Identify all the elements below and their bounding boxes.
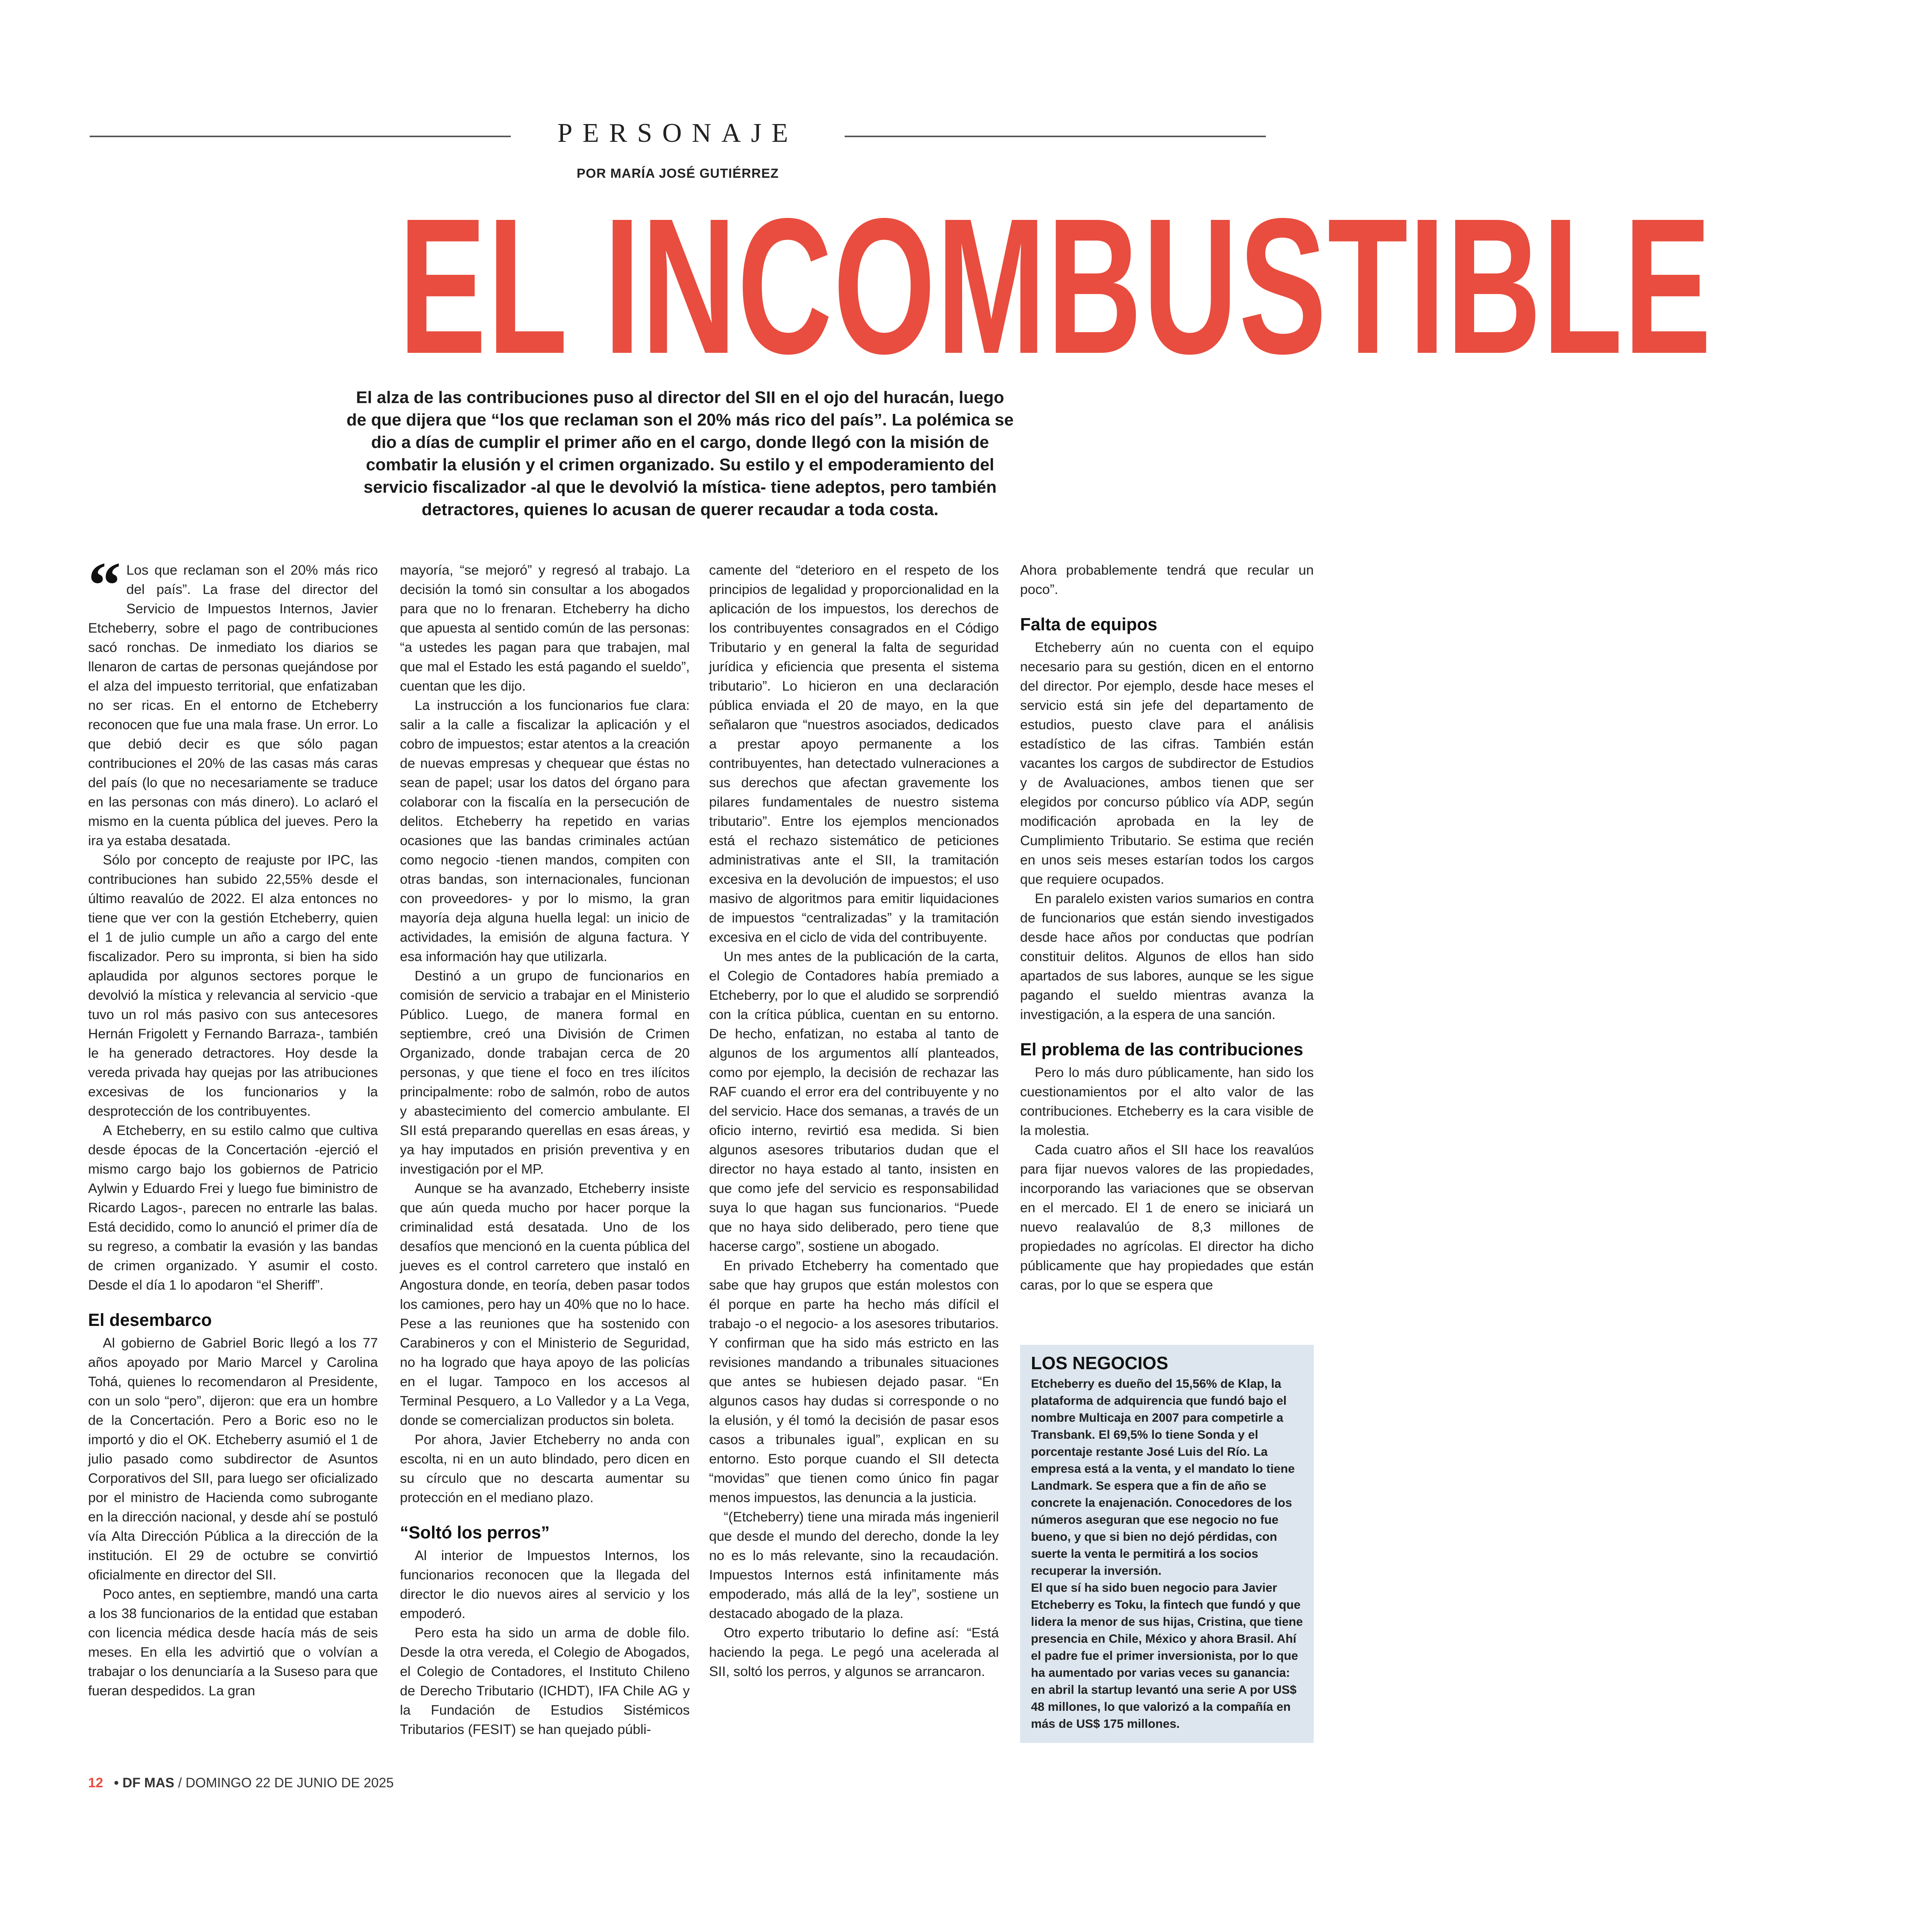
subheading: El problema de las contribuciones	[1020, 1040, 1303, 1059]
paragraph	[88, 549, 378, 850]
paragraph: “(Etcheberry) tiene una mirada más ingenieril que desde el mundo del derecho, donde la ley no es lo más relevante, sino la recaudación. Impuestos Internos está infinitamente más empoderado, más allá de la ley”, sostiene un destacado abogado de la plaza.	[709, 1509, 999, 1621]
subheading: El desembarco	[88, 1310, 212, 1330]
paragraph: Aunque se ha avanzado, Etcheberry insiste que aún queda mucho por hacer porque la criminalidad está desatada. Uno de los desafíos que mencionó en la cuenta pública del jueves es el control carretero que instaló en Angostura donde, en teoría, deben pasar todos los camiones, pero hay un 40% que no lo hace. Pese a las reuniones que ha sostenido con Carabineros y con el Ministerio de Seguridad, no ha logrado que haya apoyo de las policías en el lugar. Tampoco en los accesos al Terminal Pesquero, a Lo Valledor y a La Vega, donde se comercializan productos sin boleta.	[400, 1181, 690, 1428]
paragraph: Por ahora, Javier Etcheberry no anda con escolta, ni en un auto blindado, pero dicen en su círculo que no descarta aumentar su protección en el mediano plazo.	[400, 1432, 690, 1505]
paragraph: camente del “deterioro en el respeto de los principios de legalidad y proporcionalidad en la aplicación de los impuestos, los derechos de los contribuyentes consagrados en el Código Tributario y en general la falta de seguridad jurídica y eficiencia que presenta el sistema tributario”. Lo hicieron en una declaración pública enviada el 20 de mayo, en la que señalaron que “nuestros asociados, dedicados a prestar apoyo permanente a los contribuyentes, han detectado vulneraciones a sus derechos que afectan gravemente los pilares fundamentales de nuestro sistema tributario”. Entre los ejemplos mencionados está el rechazo sistemático de peticiones administrativas ante el SII, la tramitación excesiva en la devolución de impuestos; el uso masivo de algoritmos para emitir liquidaciones de impuestos “centralizadas” y la tramitación excesiva en el ciclo de vida del contribuyente.	[709, 562, 999, 945]
paragraph: Un mes antes de la publicación de la carta, el Colegio de Contadores había premiado a Etcheberry, por lo que el aludido se sorprendió con la crítica pública, cuentan en su entorno. De hecho, enfatizan, no estaba al tanto de algunos de los argumentos allí planteados, como por ejemplo, la decisión de rechazar las RAF cuando el error era del contribuyente y no del servicio. Hace dos semanas, a través de un oficio interno, revirtió esa medida. Si bien algunos asesores tributarios dudan que el director no haya estado al tanto, insisten en que como jefe del servicio es responsabilidad suya lo que hagan sus funcionarios. “Puede que no haya sido deliberado, pero tiene que hacerse cargo”, sostiene un abogado.	[709, 949, 999, 1254]
paragraph: Al interior de Impuestos Internos, los funcionarios reconocen que la llegada del director le dio nuevos aires al servicio y los empoderó.	[400, 1548, 690, 1621]
headline	[90, 178, 1713, 394]
paragraph-text: Los que reclaman son el 20% más rico del país”. La frase del director del Servicio de Impuestos Internos, Javier Etcheberry, sobre el pago de contribuciones sacó ronchas. De inmediato los diarios se llenaron de cartas de personas quejándose por el alza del impuesto territorial, que enfatizaban no ser ricas. En el entorno de Etcheberry reconocen que fue una mala frase. Un error. Lo que debió decir es que sólo pagan contribuciones el 20% de las casas más caras del país (lo que no necesariamente se traduce en las personas con más dinero). Lo aclaró el mismo en la cuenta pública del jueves. Pero la ira ya estaba desatada.	[88, 562, 378, 848]
paragraph: Destinó a un grupo de funcionarios en comisión de servicio a trabajar en el Ministerio Público. Luego, de manera formal en septiembre, creó una División de Crimen Organizado, donde trabajan cerca de 20 personas, y que tiene el foco en tres ilícitos principalmente: robo de salmón, robo de autos y abastecimiento del comercio ambulante. El SII está preparando querellas en esas áreas, y ya hay imputados en prisión preventiva y en investigación por el MP.	[400, 968, 690, 1177]
publication-name: • DF MAS	[114, 1775, 175, 1790]
paragraph: Al gobierno de Gabriel Boric llegó a los 77 años apoyado por Mario Marcel y Carolina Tohá, quienes lo recomendaron al Presidente, con un solo “pero”, dijeron: que era un hombre de la Concertación. Pero a Boric eso no le importó y dio el OK. Etcheberry asumió el 1 de julio pasado como subdirector de Asuntos Corporativos del SII, para luego ser oficializado por el ministro de Hacienda como subrogante en la dirección nacional, y desde ahí se postuló vía Alta Dirección Pública a la dirección de la institución. El 29 de octubre se convirtió oficialmente en director del SII.	[88, 1335, 378, 1582]
article-column-2	[400, 560, 690, 1754]
subheading: Falta de equipos	[1020, 614, 1158, 634]
headline-text: EL INCOMBUSTIBLE	[398, 178, 1713, 394]
paragraph: Sólo por concepto de reajuste por IPC, las contribuciones han subido 22,55% desde el último reavalúo de 2022. El alza entonces no tiene que ver con la gestión Etcheberry, quien el 1 de julio cumple un año a cargo del ente fiscalizador. Pero su impronta, si bien ha sido aplaudida por algunos sectores porque le devolvió la mística y relevancia al servicio -que tuvo un rol más pasivo con sus antecesores Hernán Frigolett y Fernando Barraza-, también le ha generado detractores. Hoy desde la vereda privada hay quejas por las atribuciones excesivas de los funcionarios y la desprotección de los contribuyentes.	[88, 852, 378, 1119]
sidebar-paragraph: El que sí ha sido buen negocio para Javier Etcheberry es Toku, la fintech que fundó y que lidera la menor de sus hijas, Cristina, que tiene presencia en Chile, México y ahora Brasil. Ahí el padre fue el primer inversionista, por lo que ha aumentado por varias veces su ganancia: en abril la startup levantó una serie A por US$ 48 millones, lo que valorizó a la compañía en más de US$ 175 millones.	[1031, 1581, 1303, 1731]
paragraph: Otro experto tributario lo define así: “Está haciendo la pega. Le pegó una acelerada al SII, soltó los perros, y algunos se arrancaron.	[709, 1625, 999, 1679]
article-column-4	[1020, 560, 1314, 1345]
issue-date: / DOMINGO 22 DE JUNIO DE 2025	[178, 1775, 394, 1790]
paragraph: En privado Etcheberry ha comentado que sabe que hay grupos que están molestos con él porque en parte ha hecho más difícil el trabajo -o el negocio- a los asesores tributarios. Y confirman que ha sido más estricto en las revisiones mandando a tribunales situaciones que antes se hubiesen dejado pasar. “En algunos casos hay dudas si corresponde o no la elusión, y él tomó la decisión de pasar esos casos a tribunales igual”, explican en su entorno. Esto porque cuando el SII detecta “movidas” que tienen como único fin pagar menos impuestos, las denuncia a la justicia.	[709, 1258, 999, 1505]
paragraph: mayoría, “se mejoró” y regresó al trabajo. La decisión la tomó sin consultar a los abogados para que no lo frenaran. Etcheberry ha dicho que apuesta al sentido común de las personas: “a ustedes les pagan para que trabajen, mal que mal el Estado les está pagando el sueldo”, cuentan que les dijo.	[400, 562, 690, 694]
quote-mark: “	[88, 549, 121, 621]
page-footer	[88, 1775, 394, 1791]
article-column-1	[88, 549, 378, 1754]
sidebar-title: LOS NEGOCIOS	[1031, 1353, 1168, 1373]
paragraph: Pero esta ha sido un arma de doble filo. Desde la otra vereda, el Colegio de Abogados, el Colegio de Contadores, el Instituto Chileno de Derecho Tributario (ICHDT), IFA Chile AG y la Fundación de Estudios Sistémicos Tributarios (FESIT) se han quejado públi-	[400, 1625, 690, 1737]
paragraph: Etcheberry aún no cuenta con el equipo necesario para su gestión, dicen en el entorno del director. Por ejemplo, desde hace meses el servicio está sin jefe del departamento de estudios, puesto clave para el análisis estadístico de las cifras. También están vacantes los cargos de subdirector de Estudios y de Avaluaciones, ambos tienen que ser elegidos por concurso público vía ADP, según modificación aprobada en la ley de Cumplimiento Tributario. Se estima que recién en unos seis meses estarían todos los cargos que requiere ocupados.	[1020, 640, 1314, 887]
sidebar-paragraph: Etcheberry es dueño del 15,56% de Klap, la plataforma de adquirencia que fundó bajo el nombre Multicaja en 2007 para competirle a Transbank. El 69,5% lo tiene Sonda y el porcentaje restante José Luis del Río. La empresa está a la venta, y el mandato lo tiene Landmark. Se espera que a fin de año se concrete la enajenación. Conocedores de los números aseguran que ese negocio no fue bueno, y que si bien no dejó pérdidas, con suerte la venta le permitirá a los socios recuperar la inversión.	[1031, 1377, 1295, 1577]
paragraph: Ahora probablemente tendrá que recular un poco”.	[1020, 562, 1314, 597]
paragraph: En paralelo existen varios sumarios en contra de funcionarios que están siendo investigados desde hace años por conductas que podrían constituir delitos. Algunos de ellos han sido apartados de sus labores, aunque se les sigue pagando el sueldo mientras avanza la investigación, a la espera de una sanción.	[1020, 891, 1314, 1022]
article-column-3	[709, 560, 999, 1754]
paragraph: A Etcheberry, en su estilo calmo que cultiva desde épocas de la Concertación -ejerció el mismo cargo bajo los gobiernos de Patricio Aylwin y Eduardo Frei y luego fue biministro de Ricardo Lagos-, parecen no entrarle las balas. Está decidido, como lo anunció el primer día de su regreso, a combatir la evasión y las bandas de crimen organizado. Y asumir el costo. Desde el día 1 lo apodaron “el Sheriff”.	[88, 1123, 378, 1293]
deck: El alza de las contribuciones puso al director del SII en el ojo del huracán, luego de que dijera que “los que reclaman son el 20% más rico del país”. La polémica se dio a días de cumplir el primer año en el cargo, donde llegó con la misión de combatir la elusión y el crimen organizado. Su estilo y el empoderamiento del servicio fiscalizador -al que le devolvió la mística- tiene adeptos, pero también detractores, quienes lo acusan de querer recaudar a toda costa.	[346, 388, 1014, 519]
paragraph: Poco antes, en septiembre, mandó una carta a los 38 funcionarios de la entidad que estaban con licencia médica desde hacía más de seis meses. En ella les advirtió que o volvían a trabajar o los denunciaría a la Suseso para que fueran despedidos. La gran	[88, 1586, 378, 1698]
sidebar-box	[1020, 1345, 1314, 1743]
paragraph: Cada cuatro años el SII hace los reavalúos para fijar nuevos valores de las propiedades, incorporando las variaciones que se observan en el mercado. El 1 de enero se iniciará un nuevo realavalúo de 8,3 millones de propiedades no agrícolas. El director ha dicho públicamente que hay propiedades que están caras, por lo que se espera que	[1020, 1142, 1314, 1293]
page-number: 12	[88, 1775, 103, 1790]
byline: POR MARÍA JOSÉ GUTIÉRREZ	[577, 166, 779, 181]
paragraph: La instrucción a los funcionarios fue clara: salir a la calle a fiscalizar la aplicación y el cobro de impuestos; estar atentos a la creación de nuevas empresas y chequear que éstas no sean de papel; usar los datos del órgano para colaborar con la fiscalía en la persecución de delitos. Etcheberry ha repetido en varias ocasiones que las bandas criminales actúan como negocio -tienen mandos, compiten con otras bandas, son internacionales, funcionan con proveedores- y por lo mismo, la gran mayoría deja alguna huella legal: un inicio de actividades, la emisión de alguna factura. Y esa información hay que utilizarla.	[400, 698, 690, 964]
paragraph: Pero lo más duro públicamente, han sido los cuestionamientos por el alto valor de las contribuciones. Etcheberry es la cara visible de la molestia.	[1020, 1065, 1314, 1138]
section-label: PERSONAJE	[557, 118, 798, 148]
subheading: “Soltó los perros”	[400, 1523, 550, 1542]
